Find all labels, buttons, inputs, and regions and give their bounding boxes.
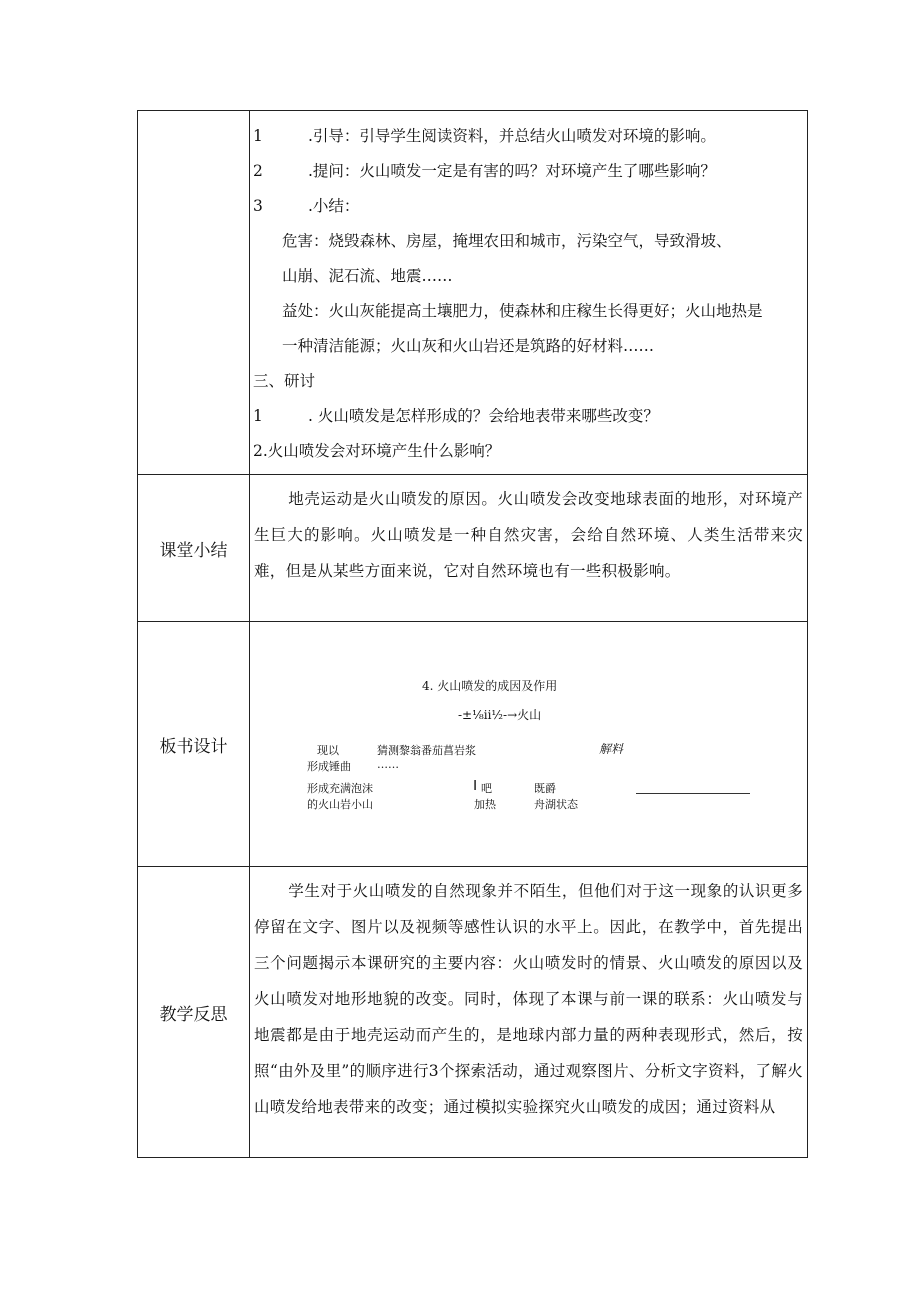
board-word-3: 既爵 [534, 782, 556, 795]
section-title-text: 三、研讨 [253, 372, 316, 390]
board-dots: …… [377, 758, 399, 771]
board-title: 4. 火山喷发的成因及作用 [422, 679, 558, 693]
benefit-line [250, 329, 807, 364]
board-note-mid: 猜测黎翁番茄菖岩浆 [377, 744, 476, 757]
benefit-text: 益处：火山灰能提高土壤肥力，使森林和庄稼生长得更好；火山地热是 [282, 302, 763, 320]
step-number: 3 [253, 197, 263, 215]
board-bottom-left-2: 的火山岩小山 [307, 798, 373, 811]
board-label: 板书设计 [138, 622, 250, 867]
question-text: 2.火山喷发会对环境产生什么影响？ [253, 442, 501, 460]
benefit-text: 一种清洁能源；火山灰和火山岩还是筑路的好材料…… [282, 337, 655, 355]
lesson-plan-table [137, 110, 808, 1158]
reflection-label: 教学反思 [138, 867, 250, 1158]
activity-content [250, 111, 808, 475]
board-content [250, 622, 808, 867]
board-word-2: 加热 [474, 798, 496, 811]
question-line [250, 399, 807, 434]
board-note-left-1: 现以 [317, 744, 339, 757]
board-bottom-left-1: 形成充满泡沫 [307, 782, 373, 795]
question-line [250, 434, 807, 469]
board-row [138, 622, 808, 867]
step-number: 1 [253, 127, 263, 145]
question-text: . 火山喷发是怎样形成的？会给地表带来哪些改变？ [308, 407, 659, 425]
summary-row [138, 475, 808, 622]
step-line [250, 189, 807, 224]
harm-text: 危害：烧毁森林、房屋，掩埋农田和城市，污染空气，导致滑坡、 [282, 232, 732, 250]
step-text: .引导：引导学生阅读资料，并总结火山喷发对环境的影响。 [308, 127, 716, 145]
reflection-paragraph [250, 867, 807, 1125]
question-number: 1 [253, 407, 263, 425]
summary-paragraph [250, 475, 807, 589]
activity-label-cell [138, 111, 250, 475]
reflection-row [138, 867, 808, 1158]
harm-line [250, 224, 807, 259]
board-formula: -±⅛ii½-→火山 [458, 708, 542, 722]
harm-line [250, 259, 807, 294]
board-mark: I [473, 777, 478, 794]
step-line [250, 119, 807, 154]
step-line [250, 154, 807, 189]
step-text: .小结： [308, 197, 360, 215]
benefit-line [250, 294, 807, 329]
activity-row [138, 111, 808, 475]
reflection-content [250, 867, 808, 1158]
board-note-right: 解料 [599, 742, 624, 756]
board-underline [636, 793, 750, 794]
step-text: .提问：火山喷发一定是有害的吗？对环境产生了哪些影响？ [308, 162, 716, 180]
summary-content [250, 475, 808, 622]
board-note-left-2: 形成锤曲 [307, 760, 351, 773]
summary-text: 地壳运动是火山喷发的原因。火山喷发会改变地球表面的地形，对环境产生巨大的影响。火山喷发是一种自然灾害，会给自然环境、人类生活带来灾难，但是从某些方面来说，它对自然环境也有一些积极影响。 [254, 490, 803, 580]
board-word-4: 舟湖状态 [534, 798, 578, 811]
step-number: 2 [253, 162, 263, 180]
section-title [250, 364, 807, 399]
reflection-text: 学生对于火山喷发的自然现象并不陌生，但他们对于这一现象的认识更多停留在文字、图片以及视频等感性认识的水平上。因此，在教学中，首先提出三个问题揭示本课研究的主要内容：火山喷发时的情景、火山喷发的原因以及火山喷发对地形地貌的改变。同时，体现了本课与前一课的联系：火山喷发与地震都是由于地壳运动而产生的，是地球内部力量的两种表现形式，然后，按照“由外及里”的顺序进行3个探索活动，通过观察图片、分析文字资料，了解火山喷发给地表带来的改变；通过模拟实验探究火山喷发的成因；通过资料从 [254, 882, 803, 1116]
summary-label: 课堂小结 [138, 475, 250, 622]
harm-text: 山崩、泥石流、地震…… [282, 267, 453, 285]
board-design [250, 622, 807, 866]
board-word-1: 吧 [481, 782, 492, 795]
